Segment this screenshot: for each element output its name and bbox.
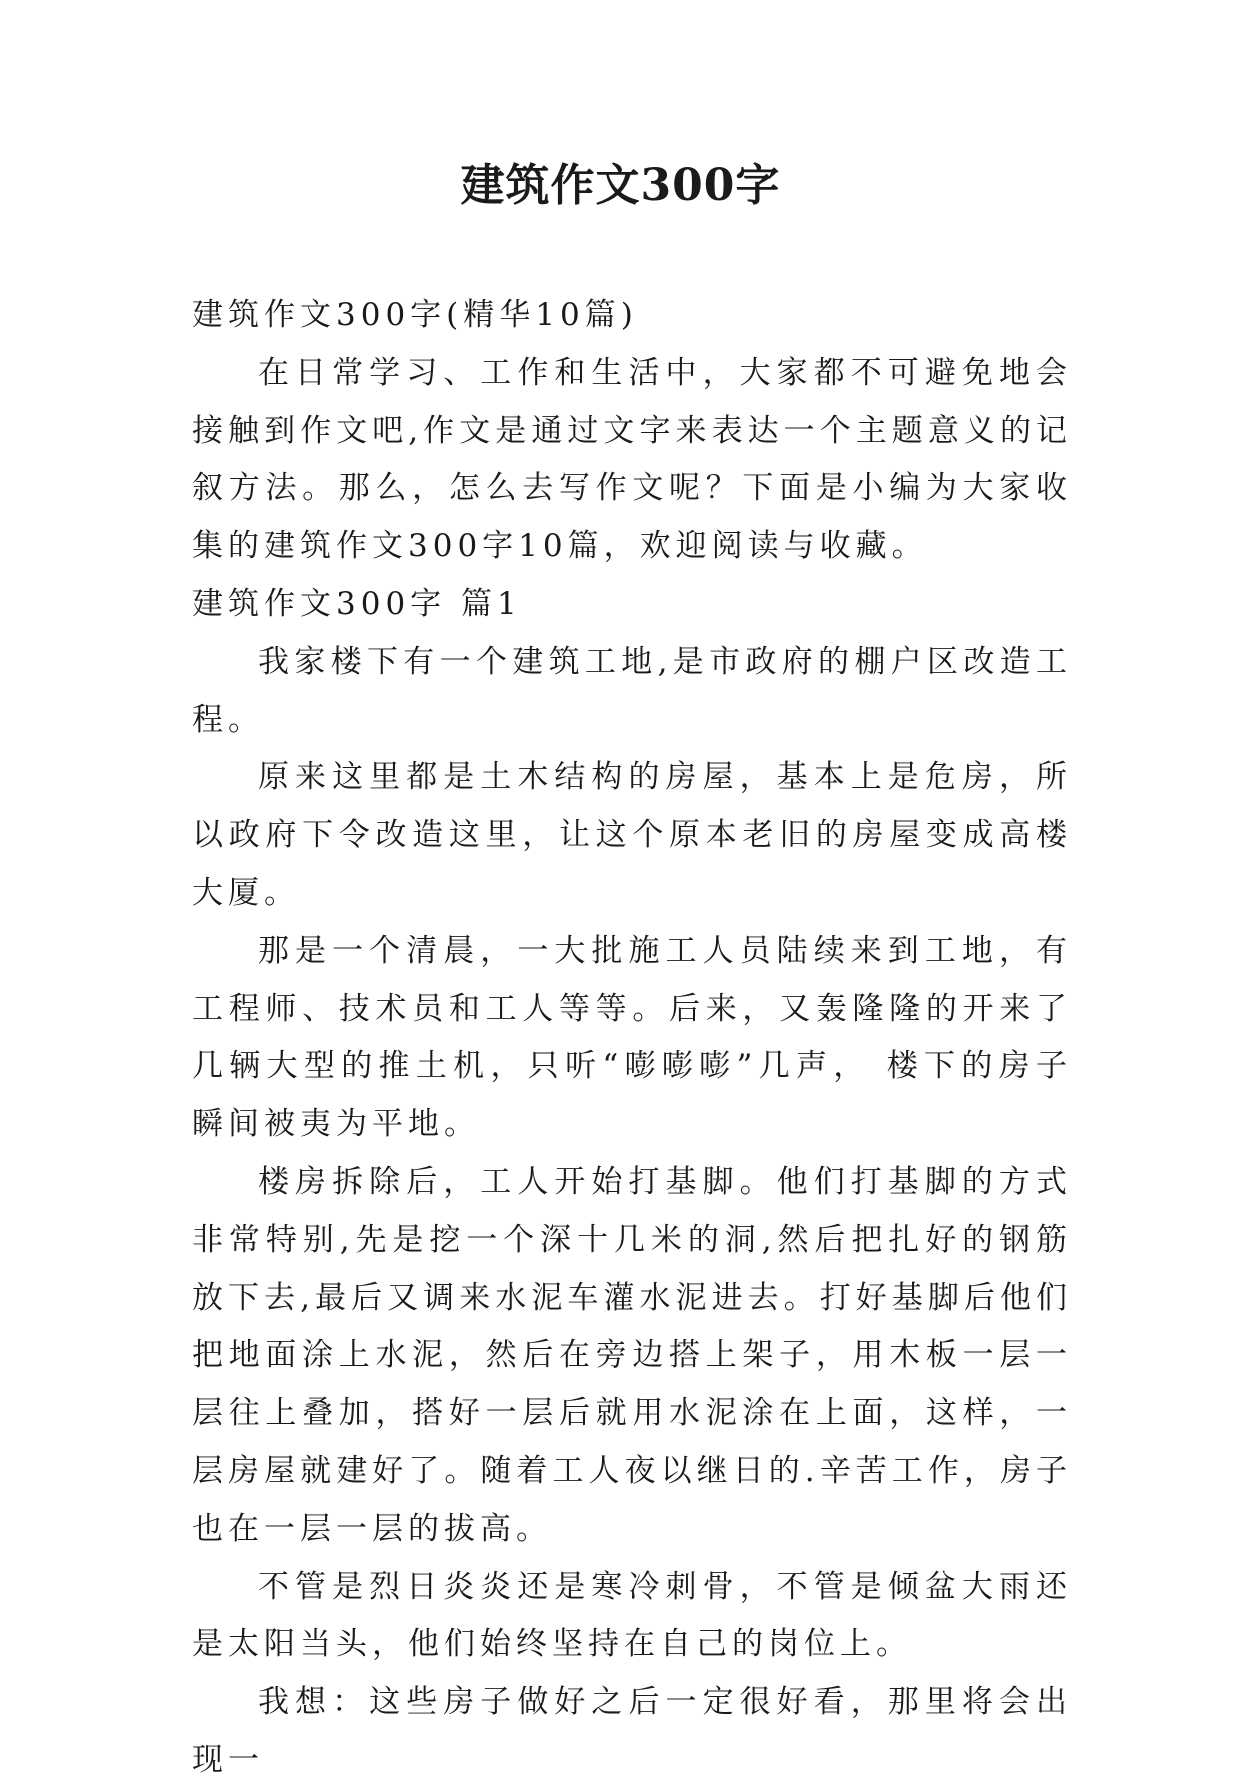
document-title: 建筑作文300字 (460, 160, 781, 211)
document-body (192, 287, 1072, 1790)
paragraph: 不管是烈日炎炎还是寒冷刺骨，不管是倾盆大雨还是太阳当头，他们始终坚持在自己的岗位上。 (192, 1568, 1072, 1663)
paragraph: 在日常学习、工作和生活中，大家都不可避免地会接触到作文吧,作文是通过文字来表达一个主题意义的记叙方法。那么，怎么去写作文呢？下面是小编为大家收集的建筑作文300字10篇，欢迎阅读与收藏。 (192, 354, 1072, 565)
paragraph: 那是一个清晨，一大批施工人员陆续来到工地，有工程师、技术员和工人等等。后来，又轰隆隆的开来了几辆大型的推土机，只听“嘭嘭嘭”几声， 楼下的房子瞬间被夷为平地。 (192, 932, 1072, 1143)
paragraph: 我想：这些房子做好之后一定很好看，那里将会出现一 (192, 1684, 1072, 1778)
paragraph: 我家楼下有一个建筑工地,是市政府的棚户区改造工程。 (192, 643, 1072, 738)
paragraph: 楼房拆除后，工人开始打基脚。他们打基脚的方式非常特别,先是挖一个深十几米的洞,然后把扎好的钢筋放下去,最后又调来水泥车灌水泥进去。打好基脚后他们把地面涂上水泥，然后在旁边搭上架子，用木板一层一层往上叠加，搭好一层后就用水泥涂在上面，这样，一层房屋就建好了。随着工人夜以继日的.辛苦工作，房子也在一层一层的拔高。 (192, 1163, 1072, 1547)
section-heading: 建筑作文300字 篇1 (192, 585, 522, 622)
paragraph: 原来这里都是土木结构的房屋，基本上是危房，所以政府下令改造这里，让这个原本老旧的房屋变成高楼大厦。 (192, 759, 1072, 911)
paragraph: 建筑作文300字(精华10篇) (192, 297, 638, 333)
